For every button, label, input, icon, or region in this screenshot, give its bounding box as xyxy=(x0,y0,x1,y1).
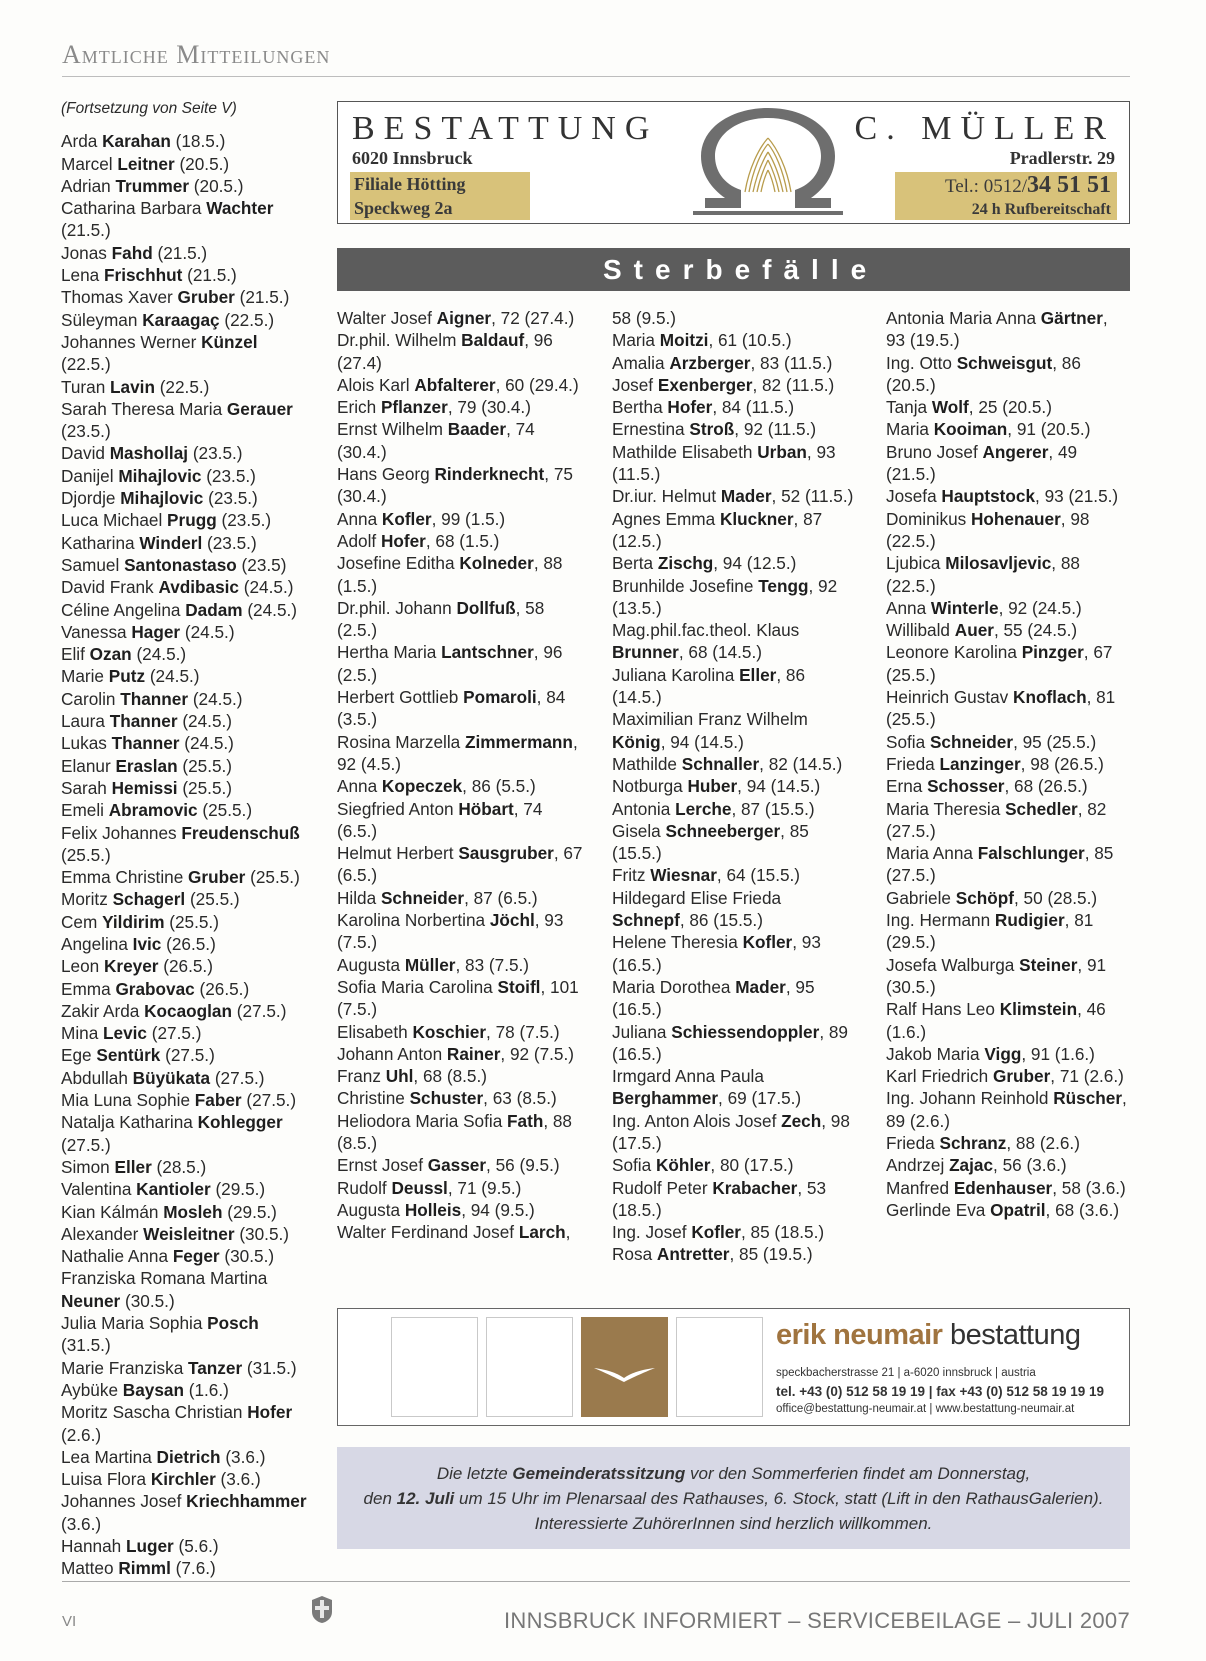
ad-erik-neumair xyxy=(337,1308,1130,1426)
death-entry: Rudolf Peter Krabacher, 53 (18.5.) xyxy=(612,1177,827,1220)
ad-mueller-right-title: C. MÜLLER xyxy=(854,110,1115,147)
death-entry: Bertha Hofer, 84 (11.5.) xyxy=(612,397,795,418)
birth-entry: Aybüke Baysan (1.6.) xyxy=(61,1379,229,1400)
death-entry: Johann Anton Rainer, 92 (7.5.) xyxy=(337,1043,574,1064)
death-entry: Agnes Emma Kluckner, 87 (12.5.) xyxy=(612,508,823,551)
birth-entry: Alexander Weisleitner (30.5.) xyxy=(61,1223,290,1244)
birth-entry: Sarah Hemissi (25.5.) xyxy=(61,777,233,798)
ad-bestattung-mueller xyxy=(337,101,1130,224)
death-entry: Elisabeth Koschier, 78 (7.5.) xyxy=(337,1021,560,1042)
death-entry: Erna Schosser, 68 (26.5.) xyxy=(886,776,1088,797)
birth-entry: Matteo Rimml (7.6.) xyxy=(61,1558,216,1579)
death-entry: Berta Zischg, 94 (12.5.) xyxy=(612,553,797,574)
birth-entry: Adrian Trummer (20.5.) xyxy=(61,175,244,196)
death-entry: Karl Friedrich Gruber, 71 (2.6.) xyxy=(886,1066,1124,1087)
death-entry: Josefa Walburga Steiner, 91 (30.5.) xyxy=(886,954,1107,997)
ad-neumair-frame-1 xyxy=(391,1317,478,1417)
page-number: VI xyxy=(62,1613,77,1630)
ad-mueller-phone xyxy=(895,172,1111,200)
birth-entry: Leon Kreyer (26.5.) xyxy=(61,956,213,977)
ad-mueller-contact-box xyxy=(895,172,1117,220)
birth-entry: Johannes Josef Kriechhammer (3.6.) xyxy=(61,1491,307,1534)
death-entry: Hertha Maria Lantschner, 96 (2.5.) xyxy=(337,642,563,685)
birth-entry: Elif Ozan (24.5.) xyxy=(61,644,187,665)
deaths-column-2 xyxy=(612,307,858,1266)
death-entry: Maximilian Franz Wilhelm König, 94 (14.5.) xyxy=(612,709,808,752)
death-entry: Frieda Schranz, 88 (2.6.) xyxy=(886,1132,1080,1153)
innsbruck-crest-icon xyxy=(310,1594,334,1624)
death-entry: Alois Karl Abfalterer, 60 (29.4.) xyxy=(337,374,579,395)
death-entry: Christine Schuster, 63 (8.5.) xyxy=(337,1088,557,1109)
birth-entry: Elanur Eraslan (25.5.) xyxy=(61,755,233,776)
death-entry: Tanja Wolf, 25 (20.5.) xyxy=(886,397,1052,418)
births-column xyxy=(61,98,311,1580)
death-entry: 58 (9.5.) xyxy=(612,308,677,328)
death-entry: Rosina Marzella Zimmermann, 92 (4.5.) xyxy=(337,731,578,774)
birth-entry: Felix Johannes Freudenschuß (25.5.) xyxy=(61,822,300,865)
birth-entry: Valentina Kantioler (29.5.) xyxy=(61,1179,266,1200)
section-title: Amtliche Mitteilungen xyxy=(62,40,331,69)
death-entry: Andrzej Zajac, 56 (3.6.) xyxy=(886,1155,1067,1176)
phone-prefix: Tel.: 0512/ xyxy=(944,176,1027,197)
notice-line-1: Die letzte Gemeinderatssitzung vor den Sommerferien findet am Donnerstag, xyxy=(436,1464,1031,1483)
ad-mueller-branch-line2: Speckweg 2a xyxy=(354,198,453,218)
death-entry: Sofia Maria Carolina Stoifl, 101 (7.5.) xyxy=(337,976,579,1020)
death-entry: Anna Kofler, 99 (1.5.) xyxy=(337,508,506,529)
death-entry: Dr.phil. Johann Dollfuß, 58 (2.5.) xyxy=(337,597,545,641)
birth-entry: Abdullah Büyükata (27.5.) xyxy=(61,1067,265,1088)
birth-entry: Djordje Mihajlovic (23.5.) xyxy=(61,488,258,509)
death-entry: Dr.iur. Helmut Mader, 52 (11.5.) xyxy=(612,486,854,507)
death-entry: Josefa Hauptstock, 93 (21.5.) xyxy=(886,486,1119,507)
ad-neumair-web: office@bestattung-neumair.at | www.bestattung-neumair.at xyxy=(776,1403,1075,1415)
birth-entry: Carolin Thanner (24.5.) xyxy=(61,688,243,709)
birth-entry: Katharina Winderl (23.5.) xyxy=(61,532,257,553)
death-entry: Anna Winterle, 92 (24.5.) xyxy=(886,597,1082,618)
death-entry: Hans Georg Rinderknecht, 75 (30.4.) xyxy=(337,464,573,507)
death-entry: Ing. Hermann Rudigier, 81 (29.5.) xyxy=(886,910,1094,953)
death-entry: Maria Kooiman, 91 (20.5.) xyxy=(886,419,1091,440)
birth-entry: Mia Luna Sophie Faber (27.5.) xyxy=(61,1090,297,1111)
death-entry: Hilda Schneider, 87 (6.5.) xyxy=(337,887,538,908)
birth-entry: Nathalie Anna Feger (30.5.) xyxy=(61,1246,275,1267)
death-entry: Irmgard Anna Paula Berghammer, 69 (17.5.) xyxy=(612,1066,802,1109)
ad-mueller-left-city: 6020 Innsbruck xyxy=(352,148,473,168)
death-entry: Antonia Maria Anna Gärtner, 93 (19.5.) xyxy=(886,308,1108,351)
ad-mueller-branch-box xyxy=(350,172,530,220)
death-entry: Juliana Schiessendoppler, 89 (16.5.) xyxy=(612,1021,848,1064)
footer-divider xyxy=(62,1581,1130,1582)
birth-entry: Julia Maria Sophia Posch (31.5.) xyxy=(61,1313,259,1356)
birth-entry: Mina Levic (27.5.) xyxy=(61,1023,202,1044)
death-entry: Ing. Josef Kofler, 85 (18.5.) xyxy=(612,1222,825,1243)
birth-entry: Ege Sentürk (27.5.) xyxy=(61,1045,215,1066)
death-entry: Ernst Josef Gasser, 56 (9.5.) xyxy=(337,1155,560,1176)
birth-entry: Danijel Mihajlovic (23.5.) xyxy=(61,465,256,486)
section-banner-deaths: Sterbefälle xyxy=(337,248,1130,291)
death-entry: Ljubica Milosavljevic, 88 (22.5.) xyxy=(886,553,1080,596)
death-entry: Dr.phil. Wilhelm Baldauf, 96 (27.4) xyxy=(337,330,553,373)
death-entry: Josefine Editha Kolneder, 88 (1.5.) xyxy=(337,553,563,596)
notice-line-2: den 12. Juli um 15 Uhr im Plenarsaal des Rathauses, 6. Stock, statt (Lift in den RathausGalerien). xyxy=(363,1489,1104,1508)
death-entry: Maria Anna Falschlunger, 85 (27.5.) xyxy=(886,843,1114,886)
death-entry: Maria Dorothea Mader, 95 (16.5.) xyxy=(612,976,815,1020)
death-entry: Mathilde Elisabeth Urban, 93 (11.5.) xyxy=(612,441,836,485)
death-entry: Ernst Wilhelm Baader, 74 (30.4.) xyxy=(337,419,535,462)
death-entry: Hildegard Elise Frieda Schnepf, 86 (15.5.) xyxy=(612,887,782,931)
death-entry: Bruno Josef Angerer, 49 (21.5.) xyxy=(886,441,1078,485)
death-entry: Augusta Holleis, 94 (9.5.) xyxy=(337,1199,535,1220)
death-entry: Frieda Lanzinger, 98 (26.5.) xyxy=(886,753,1104,774)
birth-entry: Hannah Luger (5.6.) xyxy=(61,1536,219,1556)
death-entry: Maria Moitzi, 61 (10.5.) xyxy=(612,330,792,351)
birth-entry: Thomas Xaver Gruber (21.5.) xyxy=(61,287,290,308)
birth-entry: Simon Eller (28.5.) xyxy=(61,1156,207,1177)
brand-name: erik neumair xyxy=(776,1319,943,1351)
birth-entry: Lena Frischhut (21.5.) xyxy=(61,265,237,286)
death-entry: Willibald Auer, 55 (24.5.) xyxy=(886,620,1078,641)
ad-neumair-address: speckbacherstrasse 21 | a-6020 innsbruck | austria xyxy=(776,1367,1036,1379)
death-entry: Leonore Karolina Pinzger, 67 (25.5.) xyxy=(886,642,1113,685)
death-entry: Gerlinde Eva Opatril, 68 (3.6.) xyxy=(886,1199,1120,1220)
death-entry: Sofia Schneider, 95 (25.5.) xyxy=(886,731,1097,752)
death-entry: Karolina Norbertina Jöchl, 93 (7.5.) xyxy=(337,910,564,953)
death-entry: Ing. Otto Schweisgut, 86 (20.5.) xyxy=(886,352,1081,395)
ad-neumair-frame-2 xyxy=(486,1317,573,1417)
birth-entry: Natalja Katharina Kohlegger (27.5.) xyxy=(61,1112,283,1155)
birth-entry: Luisa Flora Kirchler (3.6.) xyxy=(61,1469,261,1490)
death-entry: Dominikus Hohenauer, 98 (22.5.) xyxy=(886,508,1090,551)
death-entry: Juliana Karolina Eller, 86 (14.5.) xyxy=(612,664,806,708)
death-entry: Herbert Gottlieb Pomaroli, 84 (3.5.) xyxy=(337,687,566,730)
birth-entry: Vanessa Hager (24.5.) xyxy=(61,621,235,642)
birth-entry: Süleyman Karaagaç (22.5.) xyxy=(61,309,275,330)
death-entry: Manfred Edenhauser, 58 (3.6.) xyxy=(886,1177,1126,1198)
death-entry: Notburga Huber, 94 (14.5.) xyxy=(612,776,821,797)
death-entry: Antonia Lerche, 87 (15.5.) xyxy=(612,798,815,819)
ad-mueller-service: 24 h Rufbereitschaft xyxy=(971,201,1111,218)
death-entry: Josef Exenberger, 82 (11.5.) xyxy=(612,374,835,395)
death-entry: Heliodora Maria Sofia Fath, 88 (8.5.) xyxy=(337,1110,572,1153)
death-entry: Brunhilde Josefine Tengg, 92 (13.5.) xyxy=(612,575,838,618)
ad-neumair-frame-4 xyxy=(676,1317,763,1417)
death-entry: Amalia Arzberger, 83 (11.5.) xyxy=(612,352,833,373)
birth-entry: Jonas Fahd (21.5.) xyxy=(61,242,208,263)
death-entry: Mathilde Schnaller, 82 (14.5.) xyxy=(612,753,843,774)
birth-entry: Johannes Werner Künzel (22.5.) xyxy=(61,331,258,375)
death-entry: Ralf Hans Leo Klimstein, 46 (1.6.) xyxy=(886,999,1106,1042)
birth-entry: Zakir Arda Kocaoglan (27.5.) xyxy=(61,1000,287,1021)
birth-entry: Moritz Schagerl (25.5.) xyxy=(61,889,240,910)
birth-entry: Lukas Thanner (24.5.) xyxy=(61,733,234,754)
birth-entry: Luca Michael Prugg (23.5.) xyxy=(61,510,272,531)
death-entry: Rosa Antretter, 85 (19.5.) xyxy=(612,1244,813,1265)
birth-entry: Emma Christine Gruber (25.5.) xyxy=(61,867,300,888)
birth-entry: Sarah Theresa Maria Gerauer (23.5.) xyxy=(61,398,293,442)
death-entry: Anna Kopeczek, 86 (5.5.) xyxy=(337,776,536,797)
birth-entry: Marie Putz (24.5.) xyxy=(61,666,200,687)
birth-entry: Moritz Sascha Christian Hofer (2.6.) xyxy=(61,1402,293,1445)
birth-entry: Emma Grabovac (26.5.) xyxy=(61,978,250,999)
birth-entry: Laura Thanner (24.5.) xyxy=(61,711,232,732)
continuation-note: (Fortsetzung von Seite V) xyxy=(61,100,237,117)
birth-entry: Arda Karahan (18.5.) xyxy=(61,131,226,152)
death-entry: Fritz Wiesnar, 64 (15.5.) xyxy=(612,865,801,886)
ad-mueller-branch-line1: Filiale Hötting xyxy=(354,174,466,194)
death-entry: Sofia Köhler, 80 (17.5.) xyxy=(612,1155,794,1176)
death-entry: Walter Ferdinand Josef Larch, xyxy=(337,1222,571,1243)
death-entry: Helmut Herbert Sausgruber, 67 (6.5.) xyxy=(337,843,583,886)
ad-mueller-address: Pradlerstr. 29 xyxy=(1009,148,1115,168)
birth-entry: Marcel Leitner (20.5.) xyxy=(61,153,230,174)
birth-entry: Kian Kálmán Mosleh (29.5.) xyxy=(61,1201,277,1222)
death-entry: Ing. Anton Alois Josef Zech, 98 (17.5.) xyxy=(612,1110,850,1153)
council-meeting-notice xyxy=(337,1447,1130,1549)
death-entry: Franz Uhl, 68 (8.5.) xyxy=(337,1066,487,1087)
bird-logo-icon xyxy=(581,1317,668,1417)
death-entry: Heinrich Gustav Knoflach, 81 (25.5.) xyxy=(886,687,1116,730)
death-entry: Ing. Johann Reinhold Rüscher, 89 (2.6.) xyxy=(886,1088,1127,1131)
death-entry: Adolf Hofer, 68 (1.5.) xyxy=(337,530,500,551)
death-entry: Ernestina Stroß, 92 (11.5.) xyxy=(612,419,817,440)
deaths-column-3 xyxy=(886,307,1131,1221)
birth-entry: David Frank Avdibasic (24.5.) xyxy=(61,577,294,598)
notice-line-3: Interessierte ZuhörerInnen sind herzlich willkommen. xyxy=(534,1514,933,1533)
deaths-column-1 xyxy=(337,307,583,1243)
publication-footer: INNSBRUCK INFORMIERT – SERVICEBEILAGE – JULI 2007 xyxy=(503,1608,1130,1633)
death-entry: Gisela Schneeberger, 85 (15.5.) xyxy=(612,820,809,864)
birth-entry: Franziska Romana Martina Neuner (30.5.) xyxy=(61,1268,268,1311)
birth-entry: Céline Angelina Dadam (24.5.) xyxy=(61,599,297,620)
birth-entry: Angelina Ivic (26.5.) xyxy=(61,933,216,954)
birth-entry: Turan Lavin (22.5.) xyxy=(61,376,210,397)
death-entry: Helene Theresia Kofler, 93 (16.5.) xyxy=(612,932,821,975)
ad-neumair-phone: tel. +43 (0) 512 58 19 19 | fax +43 (0) 512 58 19 19 19 xyxy=(776,1384,1105,1399)
phone-number: 34 51 51 xyxy=(1027,172,1111,198)
death-entry: Erich Pflanzer, 79 (30.4.) xyxy=(337,397,531,418)
death-entry: Augusta Müller, 83 (7.5.) xyxy=(337,954,530,975)
ad-neumair-name xyxy=(776,1319,1080,1352)
death-entry: Mag.phil.fac.theol. Klaus Brunner, 68 (14.5.) xyxy=(612,620,800,663)
death-entry: Gabriele Schöpf, 50 (28.5.) xyxy=(886,887,1098,908)
header-divider xyxy=(62,76,1130,77)
birth-entry: Emeli Abramovic (25.5.) xyxy=(61,800,253,821)
birth-entry: Samuel Santonastaso (23.5) xyxy=(61,554,287,575)
death-entry: Rudolf Deussl, 71 (9.5.) xyxy=(337,1177,522,1198)
birth-entry: Catharina Barbara Wachter (21.5.) xyxy=(61,198,274,241)
birth-entry: Lea Martina Dietrich (3.6.) xyxy=(61,1446,266,1467)
brand-suffix: bestattung xyxy=(942,1319,1081,1351)
birth-entry: Marie Franziska Tanzer (31.5.) xyxy=(61,1357,297,1378)
birth-entry: David Mashollaj (23.5.) xyxy=(61,443,243,464)
death-entry: Jakob Maria Vigg, 91 (1.6.) xyxy=(886,1043,1095,1064)
ad-mueller-left-title: BESTATTUNG xyxy=(352,110,659,147)
death-entry: Siegfried Anton Höbart, 74 (6.5.) xyxy=(337,798,543,841)
death-entry: Walter Josef Aigner, 72 (27.4.) xyxy=(337,308,575,328)
death-entry: Maria Theresia Schedler, 82 (27.5.) xyxy=(886,798,1107,841)
omega-logo-icon xyxy=(693,108,843,216)
birth-entry: Cem Yildirim (25.5.) xyxy=(61,911,219,932)
